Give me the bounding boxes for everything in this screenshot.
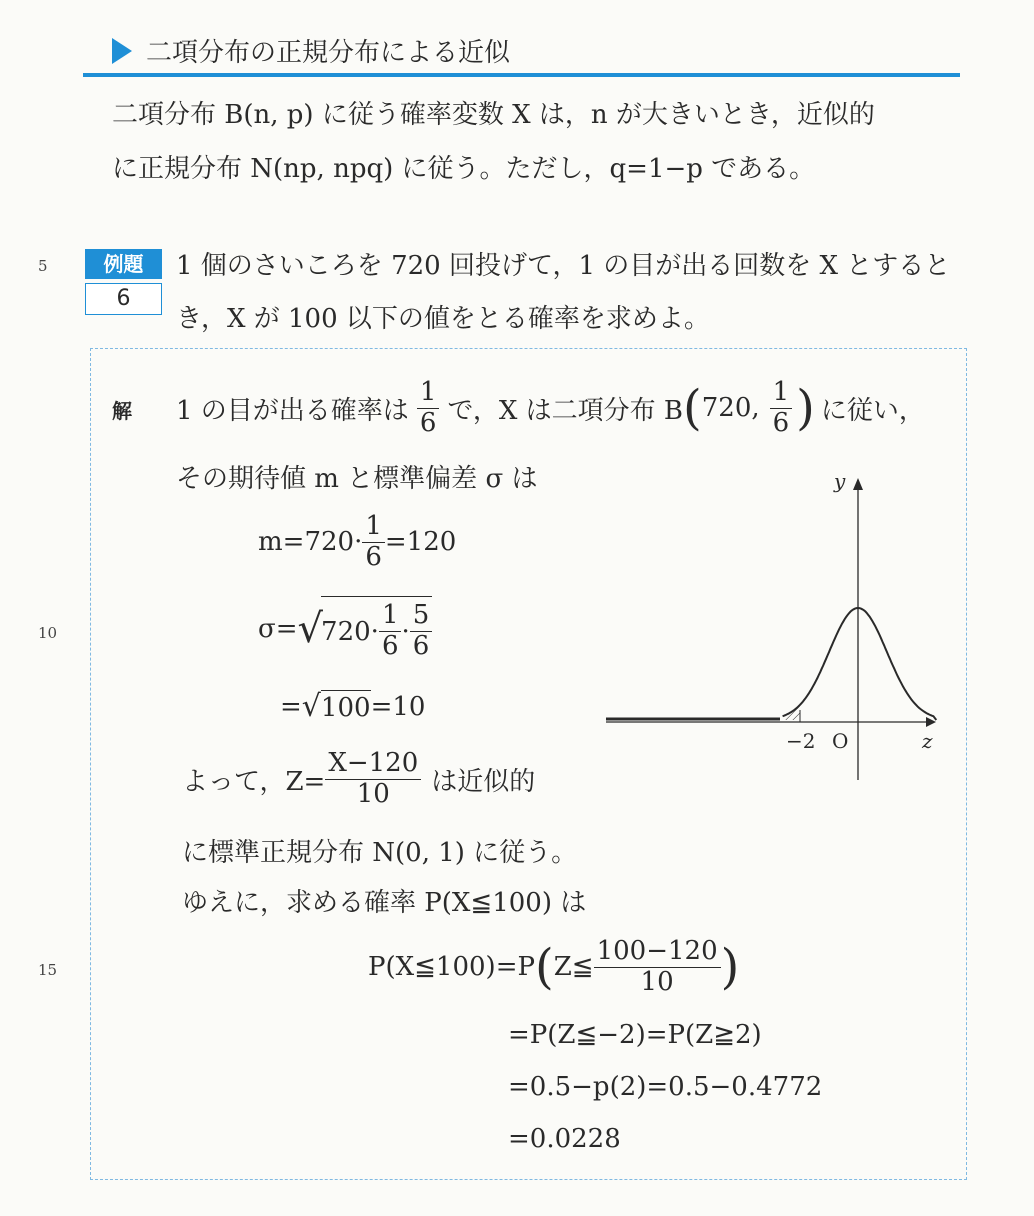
fraction-numerator: 100−120 bbox=[594, 937, 721, 968]
intro-line-1: 二項分布 B(n, p) に従う確率変数 X は，n が大きいとき，近似的 bbox=[112, 100, 875, 130]
prob-inner: Z≦ bbox=[553, 952, 594, 982]
heading-triangle-icon bbox=[112, 38, 132, 64]
sqrt-100: 100 bbox=[321, 690, 371, 723]
solution-l1-d: に従い， bbox=[820, 395, 925, 426]
solution-line-normal: に標準正規分布 N(0, 1) に従う。 bbox=[182, 838, 578, 868]
equation-prob-4: =0.0228 bbox=[508, 1124, 621, 1154]
fraction-denominator: 6 bbox=[365, 541, 382, 572]
fraction-one-sixth bbox=[379, 601, 402, 662]
dot-operator: · bbox=[401, 616, 410, 647]
right-paren: ) bbox=[796, 380, 815, 436]
sigma-lhs: σ= bbox=[258, 614, 298, 644]
solution-line-1 bbox=[176, 378, 925, 438]
sqrt-icon: √ bbox=[301, 688, 321, 724]
fraction-five-sixths bbox=[410, 601, 433, 662]
fraction-numerator: 1 bbox=[770, 378, 793, 409]
solution-l1-c: 720, bbox=[701, 393, 760, 423]
solution-l1-b: で，X は二項分布 B bbox=[447, 395, 683, 426]
solution-line-2: その期待値 m と標準偏差 σ は bbox=[176, 464, 538, 494]
equation-mean bbox=[258, 512, 456, 572]
fraction-one-sixth bbox=[362, 512, 385, 573]
fraction-denominator: 6 bbox=[381, 631, 399, 661]
fraction-numerator: X−120 bbox=[325, 749, 421, 780]
prob-lhs: P(X≦100)=P bbox=[368, 952, 535, 982]
sigma2-eq: = bbox=[280, 691, 302, 722]
solution-line-yueni: ゆえに，求める確率 P(X≦100) は bbox=[182, 888, 587, 918]
heading-rule bbox=[83, 73, 960, 77]
fraction-z bbox=[325, 749, 421, 810]
fraction-one-sixth-2 bbox=[770, 378, 793, 439]
sqrt-icon: √ bbox=[297, 606, 324, 652]
y-axis-arrow-icon bbox=[853, 478, 863, 490]
example-badge: 例題 bbox=[85, 249, 162, 279]
mean-rhs: =120 bbox=[384, 527, 457, 557]
line-number-5: 5 bbox=[38, 257, 48, 275]
sqrt-content bbox=[321, 596, 432, 662]
fraction-denominator: 6 bbox=[772, 407, 790, 438]
sigma2-rhs: =10 bbox=[370, 691, 426, 722]
fraction-denominator: 6 bbox=[412, 631, 430, 661]
sigma-inner: 720· bbox=[321, 616, 379, 647]
z-axis-label: z bbox=[922, 729, 933, 753]
equation-sigma bbox=[258, 596, 432, 662]
section-title: 二項分布の正規分布による近似 bbox=[146, 38, 511, 68]
fraction-numerator: 1 bbox=[362, 512, 385, 543]
left-paren: ( bbox=[534, 939, 554, 995]
origin-label: O bbox=[832, 729, 849, 753]
fraction-one-sixth bbox=[417, 378, 440, 439]
mean-lhs: m=720· bbox=[258, 527, 363, 557]
fraction-denominator: 10 bbox=[640, 966, 674, 997]
line-number-10: 10 bbox=[38, 624, 58, 642]
fraction-numerator: 1 bbox=[379, 601, 402, 632]
y-axis-label: y bbox=[834, 469, 846, 493]
equation-z bbox=[182, 748, 535, 810]
fraction-numerator: 5 bbox=[410, 601, 433, 632]
solution-l1-a: 1 の目が出る確率は bbox=[176, 395, 409, 426]
fraction-prob bbox=[594, 937, 721, 998]
equation-sigma-2 bbox=[280, 690, 425, 723]
equation-prob-2: =P(Z≦−2)=P(Z≧2) bbox=[508, 1020, 762, 1050]
right-paren: ) bbox=[720, 939, 740, 995]
solution-label: 解 bbox=[112, 399, 132, 423]
normal-distribution-graph bbox=[600, 460, 950, 790]
tick-label-minus-2: −2 bbox=[786, 729, 816, 753]
intro-line-2: に正規分布 N(np, npq) に従う。ただし，q=1−p である。 bbox=[112, 154, 816, 184]
example-line-2: き，X が 100 以下の値をとる確率を求めよ。 bbox=[176, 304, 710, 334]
equation-prob-3: =0.5−p(2)=0.5−0.4772 bbox=[508, 1072, 823, 1102]
fraction-numerator: 1 bbox=[417, 378, 440, 409]
z-rhs: は近似的 bbox=[431, 766, 536, 797]
normal-curve bbox=[783, 608, 937, 720]
fraction-denominator: 6 bbox=[419, 407, 437, 438]
left-paren: ( bbox=[683, 380, 702, 436]
example-line-1: 1 個のさいころを 720 回投げて，1 の目が出る回数を X とすると bbox=[176, 251, 951, 281]
fraction-denominator: 10 bbox=[356, 778, 390, 809]
line-number-15: 15 bbox=[38, 961, 58, 979]
example-number: 6 bbox=[85, 283, 162, 315]
z-lhs: よって，Z= bbox=[182, 766, 326, 797]
equation-prob bbox=[368, 934, 739, 1000]
